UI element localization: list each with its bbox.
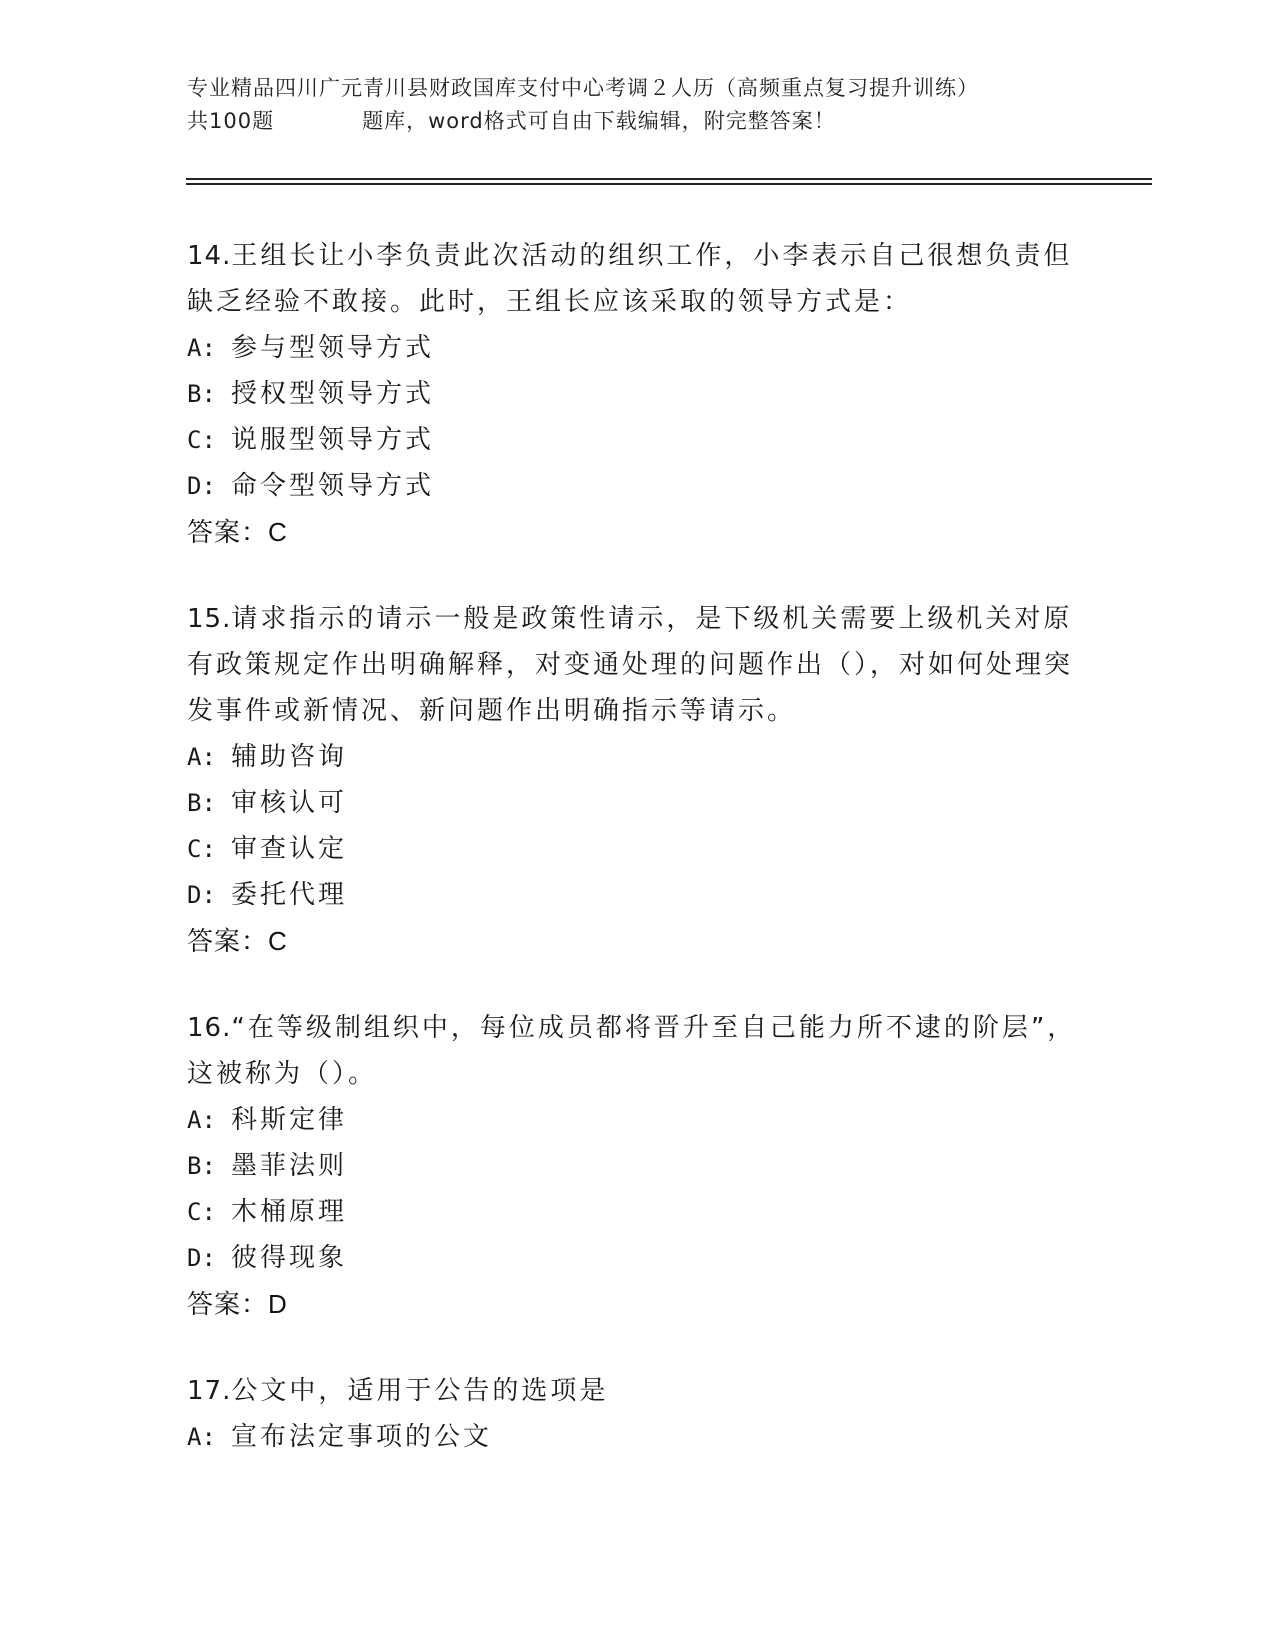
question-number: 16. xyxy=(187,1013,232,1043)
option-text: 木桶原理 xyxy=(231,1197,348,1227)
question-number: 15. xyxy=(187,604,232,634)
answer-line xyxy=(187,1281,1087,1328)
option-b xyxy=(187,371,1087,417)
answer-value: D xyxy=(268,1289,288,1319)
question-body: 公文中，适用于公告的选项是 xyxy=(231,1376,609,1406)
option-key: D: xyxy=(187,1244,216,1272)
option-c xyxy=(187,826,1087,872)
question-body: 王组长让小李负责此次活动的组织工作，小李表示自己很想负责但缺乏经验不敢接。此时，王组长应该采取的领导方式是： xyxy=(187,241,1073,317)
option-key: D: xyxy=(187,472,216,500)
option-text: 科斯定律 xyxy=(231,1105,348,1135)
answer-value: C xyxy=(268,517,288,547)
question-number: 14. xyxy=(187,241,232,271)
option-d xyxy=(187,463,1087,509)
option-text: 审核认可 xyxy=(231,788,348,818)
option-a xyxy=(187,734,1087,780)
option-c xyxy=(187,417,1087,463)
question-item xyxy=(187,233,1087,556)
question-item xyxy=(187,1368,1087,1460)
question-body: “在等级制组织中，每位成员都将晋升至自己能力所不逮的阶层”，这被称为（）。 xyxy=(187,1013,1077,1089)
option-text: 辅助咨询 xyxy=(231,742,348,772)
option-key: A: xyxy=(187,334,216,362)
option-key: A: xyxy=(187,743,216,771)
option-b xyxy=(187,1143,1087,1189)
answer-value: C xyxy=(268,926,288,956)
question-list xyxy=(187,233,1087,1500)
header-divider-bottom xyxy=(186,183,1152,185)
document-header xyxy=(187,72,1087,138)
question-text xyxy=(187,1005,1087,1097)
option-key: A: xyxy=(187,1423,216,1451)
question-item xyxy=(187,596,1087,965)
question-body: 请求指示的请示一般是政策性请示，是下级机关需要上级机关对原有政策规定作出明确解释，对变通处理的问题作出（），对如何处理突发事件或新情况、新问题作出明确指示等请示。 xyxy=(187,604,1074,726)
answer-line xyxy=(187,918,1087,965)
answer-label: 答案： xyxy=(187,1290,269,1320)
header-title-line: 专业精品四川广元青川县财政国库支付中心考调２人历（高频重点复习提升训练） xyxy=(187,76,979,100)
option-key: C: xyxy=(187,1198,216,1226)
option-key: B: xyxy=(187,380,216,408)
option-a xyxy=(187,325,1087,371)
question-text xyxy=(187,1368,1087,1414)
option-d xyxy=(187,872,1087,918)
option-a xyxy=(187,1097,1087,1143)
option-text: 审查认定 xyxy=(231,834,348,864)
header-question-count: 共100题 xyxy=(187,109,275,133)
answer-line xyxy=(187,509,1087,556)
option-text: 参与型领导方式 xyxy=(231,333,435,363)
option-key: C: xyxy=(187,426,216,454)
option-key: A: xyxy=(187,1106,216,1134)
option-text: 授权型领导方式 xyxy=(231,379,435,409)
option-text: 彼得现象 xyxy=(231,1243,348,1273)
option-text: 命令型领导方式 xyxy=(231,471,435,501)
option-text: 宣布法定事项的公文 xyxy=(231,1422,493,1452)
question-item xyxy=(187,1005,1087,1328)
question-text xyxy=(187,233,1087,325)
option-d xyxy=(187,1235,1087,1281)
option-key: B: xyxy=(187,1152,216,1180)
header-subtitle-line xyxy=(187,105,1087,138)
option-key: C: xyxy=(187,835,216,863)
question-text xyxy=(187,596,1087,734)
option-text: 说服型领导方式 xyxy=(231,425,435,455)
option-c xyxy=(187,1189,1087,1235)
option-a xyxy=(187,1414,1087,1460)
option-key: D: xyxy=(187,881,216,909)
option-key: B: xyxy=(187,789,216,817)
option-text: 墨菲法则 xyxy=(231,1151,348,1181)
answer-label: 答案： xyxy=(187,518,269,548)
header-divider-top xyxy=(186,178,1152,180)
header-description: 题库，word格式可自由下载编辑，附完整答案！ xyxy=(362,109,836,133)
option-b xyxy=(187,780,1087,826)
question-number: 17. xyxy=(187,1376,232,1406)
option-text: 委托代理 xyxy=(231,880,348,910)
answer-label: 答案： xyxy=(187,927,269,957)
